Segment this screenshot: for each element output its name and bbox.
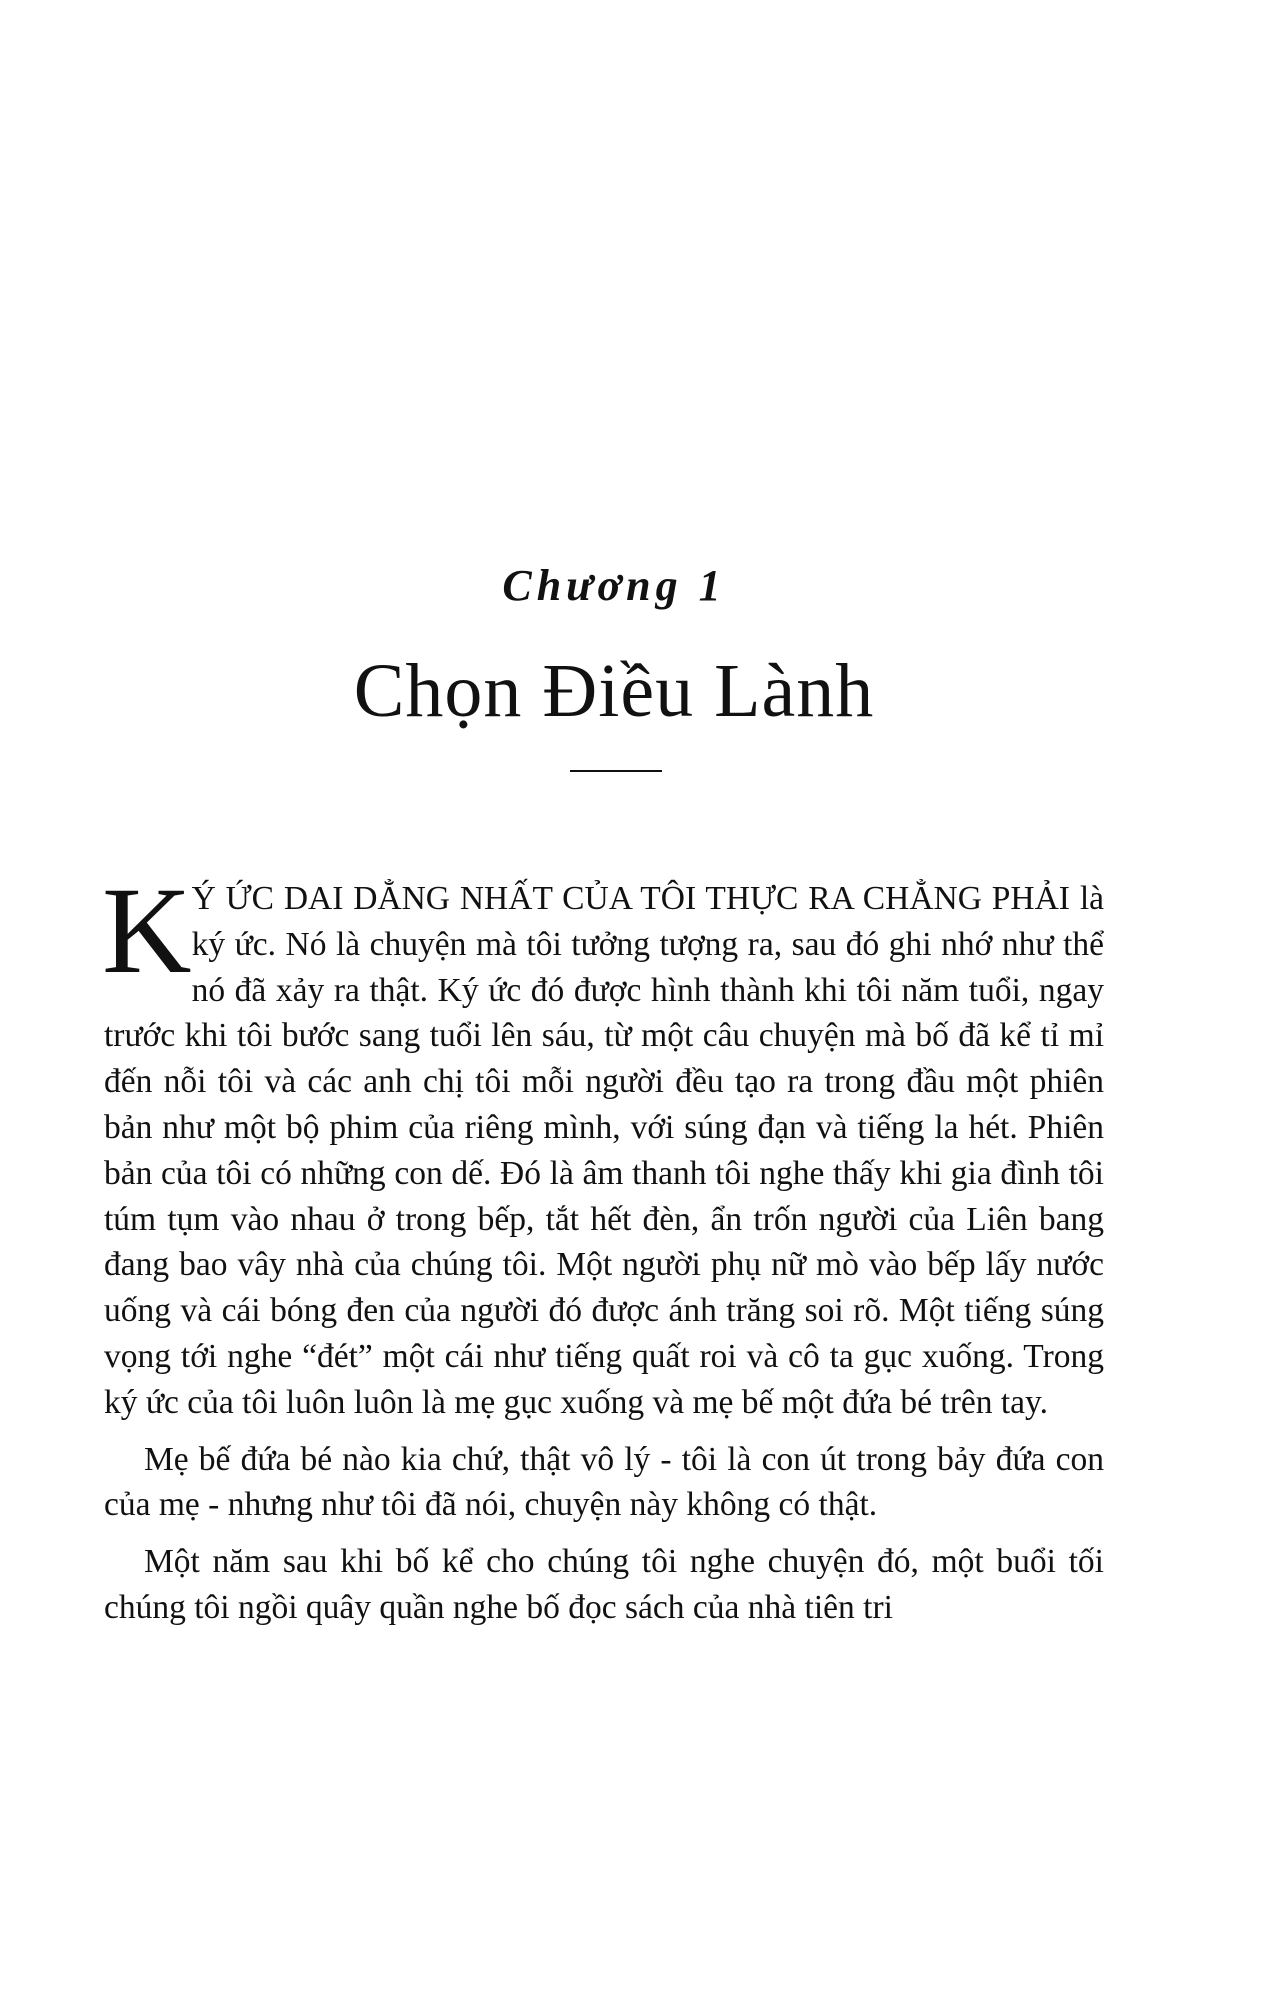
title-divider (570, 770, 662, 772)
lead-in-caps: Ý ỨC DAI DẲNG NHẤT CỦA TÔI THỰC RA CHẲNG PHẢI (191, 880, 1070, 917)
chapter-label: Chương 1 (502, 561, 726, 610)
chapter-title: Chọn Điều Lành (353, 649, 875, 733)
paragraph-3: Một năm sau khi bố kể cho chúng tôi nghe chuyện đó, một buổi tối chúng tôi ngồi quây quần nghe bố đọc sách của nhà tiên tri (104, 1543, 1104, 1626)
paragraph-1 (102, 862, 1104, 1426)
chapter-body (102, 862, 1104, 1642)
paragraph-2: Mẹ bế đứa bé nào kia chứ, thật vô lý - tôi là con út trong bảy đứa con của mẹ - nhưng như tôi đã nói, chuyện này không có thật. (104, 1440, 1104, 1524)
drop-cap: K (102, 862, 192, 999)
paragraph-1-text: là ký ức. Nó là chuyện mà tôi tưởng tượng ra, sau đó ghi nhớ như thể nó đã xảy ra thật. Ký ức đó được hình thành khi tôi năm tuổi, ngay trước khi tôi bước sang tuổi lên sáu, từ một câu chuyện mà bố đã kể tỉ mỉ đến nỗi tôi và các anh chị tôi mỗi người đều tạo ra trong đầu một phiên bản như một bộ phim của riêng mình, với súng đạn và tiếng la hét. Phiên bản của tôi có những con dế. Đó là âm thanh tôi nghe thấy khi gia đình tôi túm tụm vào nhau ở trong bếp, tắt hết đèn, ẩn trốn người của Liên bang đang bao vây nhà của chúng tôi. Một người phụ nữ mò vào bếp lấy nước uống và cái bóng đen của người đó được ánh trăng soi rõ. Một tiếng súng vọng tới nghe “đét” một cái như tiếng quất roi và cô ta gục xuống. Trong ký ức của tôi luôn luôn là mẹ gục xuống và mẹ bế một đứa bé trên tay. (104, 880, 1104, 1421)
